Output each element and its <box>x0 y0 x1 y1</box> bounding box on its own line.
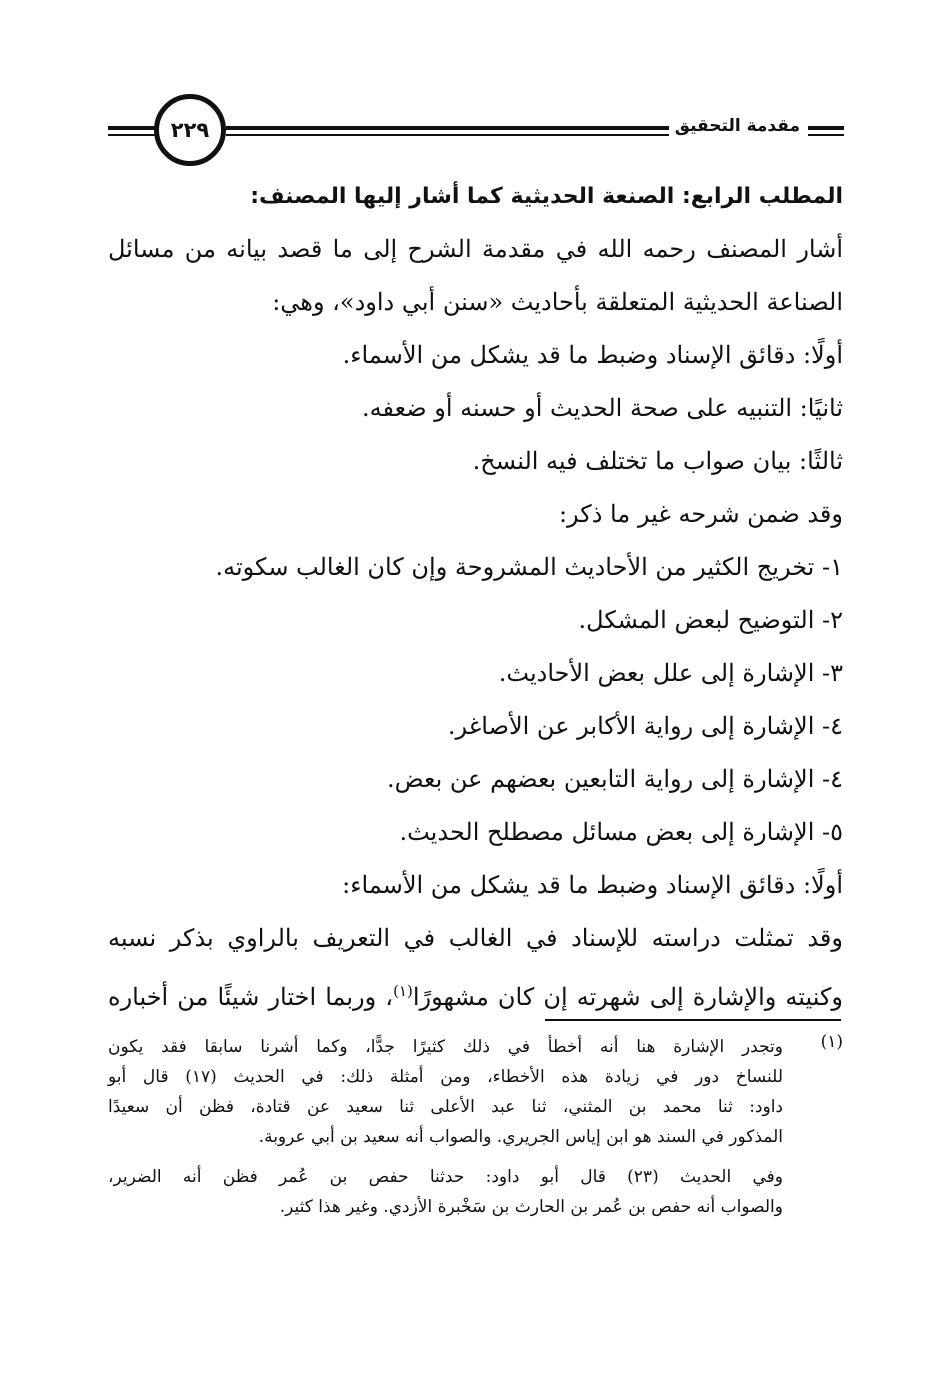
header-rule-end-thick <box>808 126 844 130</box>
footnote-marker: (١) <box>820 1032 843 1052</box>
header-rule-left-thick <box>108 126 158 130</box>
paragraph-line: الصناعة الحديثية المتعلقة بأحاديث «سنن أبي داود»، وهي: <box>272 288 843 316</box>
header-rule-left-thin <box>108 134 158 136</box>
page-number: ٢٢٩ <box>154 94 226 166</box>
paragraph-line <box>108 965 843 1018</box>
footnotes <box>108 1032 843 1222</box>
list-item: ٢- التوضيح لبعض المشكل. <box>578 606 843 634</box>
footnote-reference[interactable]: (١) <box>393 982 413 1000</box>
list-item: ٤- الإشارة إلى رواية التابعين بعضهم عن بعض. <box>386 765 843 793</box>
list-item: ٥- الإشارة إلى بعض مسائل مصطلح الحديث. <box>399 818 843 846</box>
paragraph-line: أشار المصنف رحمه الله في مقدمة الشرح إلى ما قصد بيانه من مسائل <box>108 235 843 263</box>
paragraph-line: وقد تمثلت دراسته للإسناد في الغالب في التعريف بالراوي بذكر نسبه <box>108 924 843 952</box>
footnote-body <box>108 1032 843 1222</box>
footnote-line: وتجدر الإشارة هنا أنه أخطأ في ذلك كثيرًا جدًّا، وكما أشرنا سابقا فقد يكون <box>108 1037 783 1057</box>
section-title: المطلب الرابع: الصنعة الحديثية كما أشار إليها المصنف: <box>250 184 843 209</box>
header-rule-end-thin <box>808 134 844 136</box>
list-item: ثالثًا: بيان صواب ما تختلف فيه النسخ. <box>472 447 843 475</box>
list-item: أولًا: دقائق الإسناد وضبط ما قد يشكل من الأسماء. <box>342 341 843 369</box>
footnote-line: للنساخ دور في زيادة هذه الأخطاء، ومن أمثلة ذلك: في الحديث (١٧) قال أبو <box>108 1067 783 1087</box>
footnote-line: وفي الحديث (٢٣) قال أبو داود: حدثنا حفص بن عُمر فظن أنه الضرير، <box>108 1167 783 1187</box>
footnote-line: المذكور في السند هو ابن إياس الجريري. والصواب أنه سعيد بن أبي عروبة. <box>258 1127 783 1147</box>
footnote-separator <box>545 1019 841 1021</box>
list-item: ١- تخريج الكثير من الأحاديث المشروحة وإن كان الغالب سكوته. <box>215 553 843 581</box>
main-text <box>108 170 843 1018</box>
paragraph-text: وكنيته والإشارة إلى شهرته إن كان مشهورًا <box>412 983 844 1011</box>
subsection-title: أولًا: دقائق الإسناد وضبط ما قد يشكل من الأسماء: <box>342 871 843 899</box>
footnote-gap <box>108 1152 783 1162</box>
paragraph-line: وقد ضمن شرحه غير ما ذكر: <box>558 500 843 528</box>
paragraph-text: ، وربما اختار شيئًا من أخباره <box>108 983 394 1011</box>
page-header <box>108 92 844 172</box>
list-item: ثانيًا: التنبيه على صحة الحديث أو حسنه أو ضعفه. <box>362 394 843 422</box>
running-title: مقدمة التحقيق <box>669 116 806 136</box>
footnote-line: داود: ثنا محمد بن المثني، ثنا عبد الأعلى ثنا سعيد عن قتادة، فظن أن سعيدًا <box>108 1097 783 1117</box>
list-item: ٤- الإشارة إلى رواية الأكابر عن الأصاغر. <box>447 712 843 740</box>
list-item: ٣- الإشارة إلى علل بعض الأحاديث. <box>498 659 843 687</box>
footnote-line: والصواب أنه حفص بن عُمر بن الحارث بن سَخْبرة الأزدي. وغير هذا كثير. <box>279 1197 783 1217</box>
